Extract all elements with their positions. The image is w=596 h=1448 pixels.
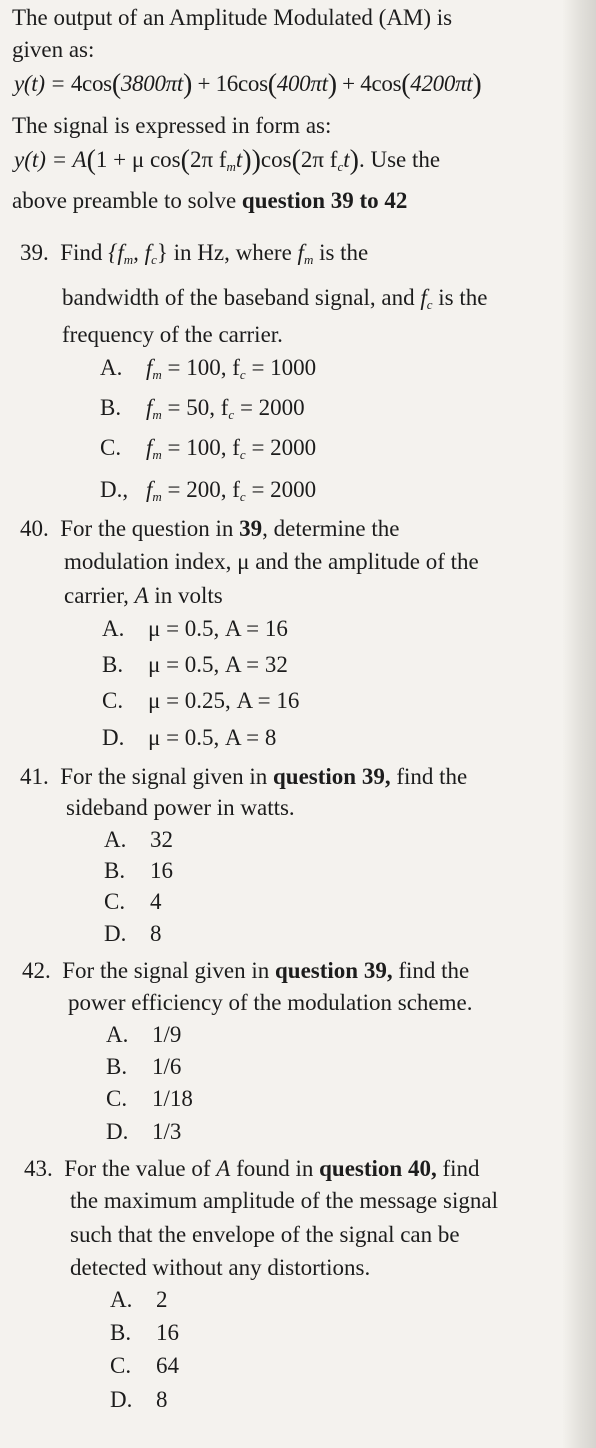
page-edge-shadow: [562, 0, 596, 1448]
q41-option-d[interactable]: D. 8: [104, 921, 162, 946]
q40-option-a[interactable]: A. μ = 0.5, A = 16: [102, 616, 288, 641]
q39-number: 39.: [20, 240, 49, 265]
q41-option-c[interactable]: C. 4: [104, 889, 162, 914]
q39-option-d[interactable]: D., $f_m = 200$, $f_c = 2000$: [100, 477, 317, 504]
am-output-equation: y(t) = 4cos(3800πt) + 16cos(400πt) + 4cos(4200πt): [14, 69, 482, 100]
q40-number: 40.: [20, 516, 49, 541]
preamble-line-1: The output of an Amplitude Modulated (AM) is: [12, 5, 453, 30]
preamble-line-4: above preamble to solve question 39 to 42: [12, 188, 408, 213]
q42-number: 42.: [22, 958, 51, 983]
q43-option-a[interactable]: A. 2: [110, 1287, 168, 1312]
q42-option-a[interactable]: A. 1/9: [106, 1022, 182, 1047]
q39-line-1: 39. Find {$f_m$, $f_c$} in Hz, where $f_m$ is the: [20, 240, 369, 267]
q39-line-2: bandwidth of the baseband signal, and $f_c$ is the: [62, 285, 488, 312]
q41-number: 41.: [20, 764, 49, 789]
preamble-line-2: given as:: [12, 37, 95, 62]
am-form-equation: y(t) = A(1 + μ cos(2π $f_mt))\cos(2\pi$ $f_ct$). Use the: [14, 145, 441, 176]
q43-number: 43.: [24, 1156, 53, 1181]
q40-line-3: carrier, A in volts: [64, 583, 223, 608]
q42-option-c[interactable]: C. 1/18: [106, 1086, 193, 1111]
q41-option-a[interactable]: A. 32: [104, 827, 173, 852]
q43-option-b[interactable]: B. 16: [110, 1320, 179, 1345]
q41-option-b[interactable]: B. 16: [104, 858, 173, 883]
q40-option-d[interactable]: D. μ = 0.5, A = 8: [102, 725, 277, 750]
q42-line-1: 42. For the signal given in question 39, find the: [22, 958, 470, 983]
q39-option-c[interactable]: C. $f_m = 100$, $f_c = 2000$: [100, 435, 317, 462]
q43-line-3: such that the envelope of the signal can be: [70, 1222, 460, 1247]
q40-option-c[interactable]: C. μ = 0.25, A = 16: [102, 688, 300, 713]
q42-option-b[interactable]: B. 1/6: [106, 1054, 182, 1079]
q39-option-a[interactable]: A. $f_m = 100$, $f_c = 1000$: [100, 355, 317, 382]
q40-line-1: 40. For the question in 39, determine the: [20, 516, 400, 541]
q43-option-d[interactable]: D. 8: [110, 1387, 168, 1412]
q41-line-2: sideband power in watts.: [66, 795, 295, 820]
q43-option-c[interactable]: C. 64: [110, 1353, 179, 1378]
q43-line-2: the maximum amplitude of the message signal: [70, 1188, 498, 1213]
q40-option-b[interactable]: B. μ = 0.5, A = 32: [102, 652, 288, 677]
q42-option-d[interactable]: D. 1/3: [106, 1119, 182, 1144]
preamble-line-3: The signal is expressed in form as:: [12, 113, 332, 138]
q39-line-3: frequency of the carrier.: [62, 322, 283, 347]
q43-line-1: 43. For the value of A found in question 40, find: [24, 1156, 480, 1181]
q43-line-4: detected without any distortions.: [70, 1255, 371, 1280]
q39-option-b[interactable]: B. $f_m = 50$, $f_c = 2000$: [100, 395, 305, 422]
q41-line-1: 41. For the signal given in question 39, find the: [20, 764, 468, 789]
q42-line-2: power efficiency of the modulation scheme.: [68, 990, 473, 1015]
q40-line-2: modulation index, μ and the amplitude of the: [64, 549, 479, 574]
